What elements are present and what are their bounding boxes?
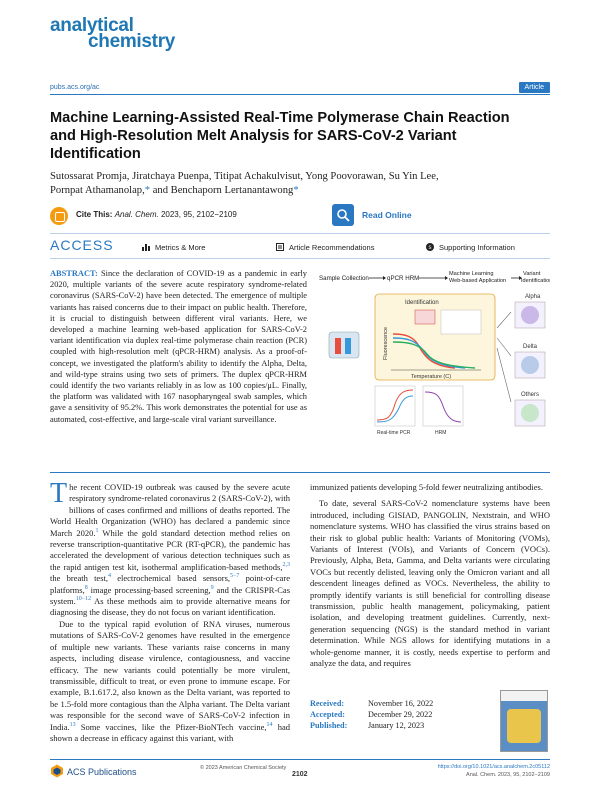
- ref-link[interactable]: 8: [84, 584, 88, 591]
- abstract: [50, 268, 550, 462]
- drop-cap: T: [50, 478, 68, 509]
- footer-divider: [50, 759, 550, 760]
- recommendations-link[interactable]: [276, 243, 374, 252]
- access-label: ACCESS: [50, 237, 114, 253]
- copyright: © 2023 American Chemical Society: [200, 765, 287, 771]
- paragraph: Due to the typical rapid evolution of RNA viruses, numerous mutations of SARS-CoV-2 genomes have resulted in the emergence of multiple new variants. These variants raise concerns in many aspects, including disease virulence, contagiousness, and vaccine efficacy. The new variants could potentially be more virulent, transmissible, difficult to treat, or even prone to immune escape. For example, B.1.617.2, also known as the Delta variant, was reported to be 1.5-fold more contagious than the Alpha variant. The Delta variant was responsible for the second wave of SARS-CoV-2 infection in India.$^{13}$ Some vaccines, like the Pfizer-BioNTech vaccine,$^{14}$ had shown a decrease in efficacy against this variant, with: [50, 618, 290, 743]
- cite-bar: [50, 203, 550, 235]
- toc-hrm: HRM: [435, 430, 447, 436]
- authors-line-2a: Pornpat Athamanolap,: [50, 185, 145, 196]
- toc-realtime: Real-time PCR: [377, 430, 411, 436]
- read-online-icon[interactable]: [332, 204, 354, 226]
- svg-text:Web-based Application: Web-based Application: [449, 278, 507, 284]
- cite-reference: 2023, 95, 2102−2109: [160, 210, 237, 219]
- article-dates: [310, 698, 433, 731]
- ref-link[interactable]: 10−12: [75, 596, 92, 603]
- accepted-label: Accepted:: [310, 710, 346, 719]
- published-label: Published:: [310, 721, 348, 730]
- publisher-name: ACS Publications: [67, 767, 137, 777]
- toc-graphic: [315, 268, 550, 458]
- supporting-info-link[interactable]: [426, 243, 515, 252]
- journal-url-link[interactable]: pubs.acs.org/ac: [50, 84, 100, 91]
- ref-link[interactable]: 9: [210, 584, 214, 591]
- cite-label: Cite This:: [76, 210, 113, 219]
- svg-text:Identification: Identification: [521, 278, 550, 284]
- toc-ml-app: Machine Learning: [449, 271, 494, 277]
- supporting-info-label: Supporting Information: [439, 243, 515, 252]
- footer-citation: Anal. Chem. 2023, 95, 2102−2109: [466, 771, 550, 778]
- cite-this[interactable]: [76, 210, 237, 219]
- page-number: 2102: [292, 771, 308, 778]
- logo-line-1: analytical: [50, 15, 134, 36]
- toc-alpha: Alpha: [525, 294, 541, 300]
- corresponding-author-mark-2[interactable]: *: [293, 185, 299, 196]
- toc-figure: [315, 268, 550, 458]
- divider: [50, 233, 550, 234]
- divider: [50, 472, 550, 473]
- toc-delta: Delta: [523, 344, 538, 350]
- logo-line-2: chemistry: [88, 30, 176, 52]
- ref-link[interactable]: 2,3: [282, 562, 290, 569]
- corresponding-author-mark[interactable]: *: [144, 185, 151, 196]
- cite-icon[interactable]: [50, 207, 68, 225]
- metrics-label: Metrics & More: [155, 243, 206, 252]
- doi-block: [438, 764, 550, 779]
- toc-sample: Sample Collection: [319, 275, 369, 282]
- doi-link[interactable]: https://doi.org/10.1021/acs.analchem.2c05112: [437, 764, 550, 770]
- toc-identification: Identification: [405, 300, 439, 306]
- lab-tube-icon: [329, 332, 359, 358]
- paragraph: immunized patients developing 5-fold fewer neutralizing antibodies.: [310, 482, 543, 492]
- acs-publications-logo[interactable]: [50, 764, 137, 778]
- divider: [50, 258, 550, 259]
- ref-link[interactable]: 4: [108, 573, 112, 580]
- read-online-link[interactable]: Read Online: [362, 210, 412, 220]
- body-column-left: [50, 478, 291, 744]
- svg-text:s: s: [428, 245, 432, 251]
- accepted-date: December 29, 2022: [368, 710, 433, 719]
- toc-variant-id: Variant: [523, 271, 541, 277]
- ref-link[interactable]: 1: [95, 527, 99, 534]
- supporting-info-icon: [426, 243, 434, 251]
- ref-link[interactable]: 14: [266, 721, 273, 728]
- article-title: Machine Learning-Assisted Real-Time Polymerase Chain Reaction and High-Resolution Melt Analysis for SARS-CoV-2 Variant Identification: [50, 110, 510, 162]
- authors-line-2b: and Benchaporn Lertanantawong: [150, 185, 294, 196]
- published-date: January 12, 2023: [368, 721, 425, 730]
- cite-journal: Anal. Chem.: [114, 210, 159, 219]
- abstract-label: ABSTRACT:: [50, 269, 98, 278]
- toc-qpcr: qPCR HRM: [387, 275, 420, 282]
- article-type-badge: Article: [519, 82, 550, 93]
- toc-temperature: Temperature (C): [411, 374, 452, 380]
- journal-logo[interactable]: [50, 15, 176, 52]
- paragraph: The recent COVID-19 outbreak was caused by the severe acute respiratory syndrome-related coronavirus 2 (SARS-CoV-2), with billions of cases confirmed and millions of deaths reported. The World Health Organization (WHO) has declared a pandemic since March 2020.$^1$ While the gold standard detection method relies on reverse transcription-quantitative PCR (RT-qPCR), the pandemic has accelerated the development of various detection techniques such as the rapid antigen test kit, isothermal amplification-based methods,$^{2,3}$ the breath test,$^4$ electrochemical based sensors,$^{5-7}$ point-of-care platforms,$^8$ image processing-based screening,$^9$ and the CRISPR-Cas system.$^{10-12}$ As these methods aim to provide alternative means for diagnosing the disease, they do not focus on variant identification.: [50, 478, 291, 618]
- metrics-link[interactable]: [142, 243, 205, 252]
- paragraph: To date, several SARS-CoV-2 nomenclature systems have been introduced, including GISIAD, PANGOLIN, Nextstrain, and WHO nomenclature systems. WHO has classified the virus strains based on their risk to global public health: Variants of Monitoring (VOMs), Variants of Interest (VOIs), and Variants of Concern (VOCs). Previously, Alpha, Beta, Gamma, and Delta variants were circulating VOCs but recently delisted, leaving only the Omicron variant and all descendent lineages defined as VOCs. Nevertheless, the ability to promptly identify variants is still beneficial for controlling disease transmission, public health management, policymaking, patient isolation, and developing treatment guidelines. Currently, next-generation sequencing (NGS) is the standard method in variant determination. While NGS allows for identifying mutations in a whole-genome manner, it is costly, needs expertise to perform and analyze the data, and requires: [310, 498, 550, 669]
- authors-line-1: Sutossarat Promja, Jiratchaya Puenpa, Titipat Achakulvisut, Yong Poovorawan, Su Yin Lee,: [50, 171, 439, 182]
- acs-hexagon-icon: [50, 764, 64, 778]
- recommendations-label: Article Recommendations: [289, 243, 375, 252]
- document-icon: [276, 243, 284, 251]
- toc-fluorescence: Fluorescence: [383, 326, 389, 360]
- header-divider: [50, 94, 550, 95]
- abstract-text: Since the declaration of COVID-19 as a pandemic in early 2020, multiple variants of the severe acute respiratory syndrome-related coronavirus (SARS-CoV-2) have been detected. The emergence of multiple variants has raised concerns due to their impact on public health. Therefore, it is crucial to distinguish between different viral variants. Here, we developed a machine learning web-based application for SARS-CoV-2 variant identification via duplex real-time polymerase chain reaction (PCR) coupled with high-resolution melt (qPCR-HRM) analysis. As a proof-of-concept, we investigated the platform's ability to identify the Alpha, Delta, and wild-type strains using two sets of primers. The duplex qPCR-HRM could identify the two variants reliably in as low as 100 copies/μL. Finally, the platform was validated with 167 nasopharyngeal swab samples, which gave a sensitivity of 95.2%. This work demonstrates the potential for use as automated, cost-effective, and large-scale viral variant surveillance.: [50, 269, 307, 424]
- access-bar: [50, 237, 550, 257]
- body-column-right: [310, 482, 550, 670]
- toc-others: Others: [521, 392, 540, 398]
- author-list: [50, 170, 520, 198]
- bar-chart-icon: [142, 243, 150, 251]
- ref-link[interactable]: 13: [69, 721, 76, 728]
- identification-panel: [375, 294, 495, 380]
- journal-cover-thumbnail[interactable]: [500, 690, 548, 752]
- received-label: Received:: [310, 699, 345, 708]
- received-date: November 16, 2022: [368, 699, 434, 708]
- ref-link[interactable]: 5−7: [230, 573, 240, 580]
